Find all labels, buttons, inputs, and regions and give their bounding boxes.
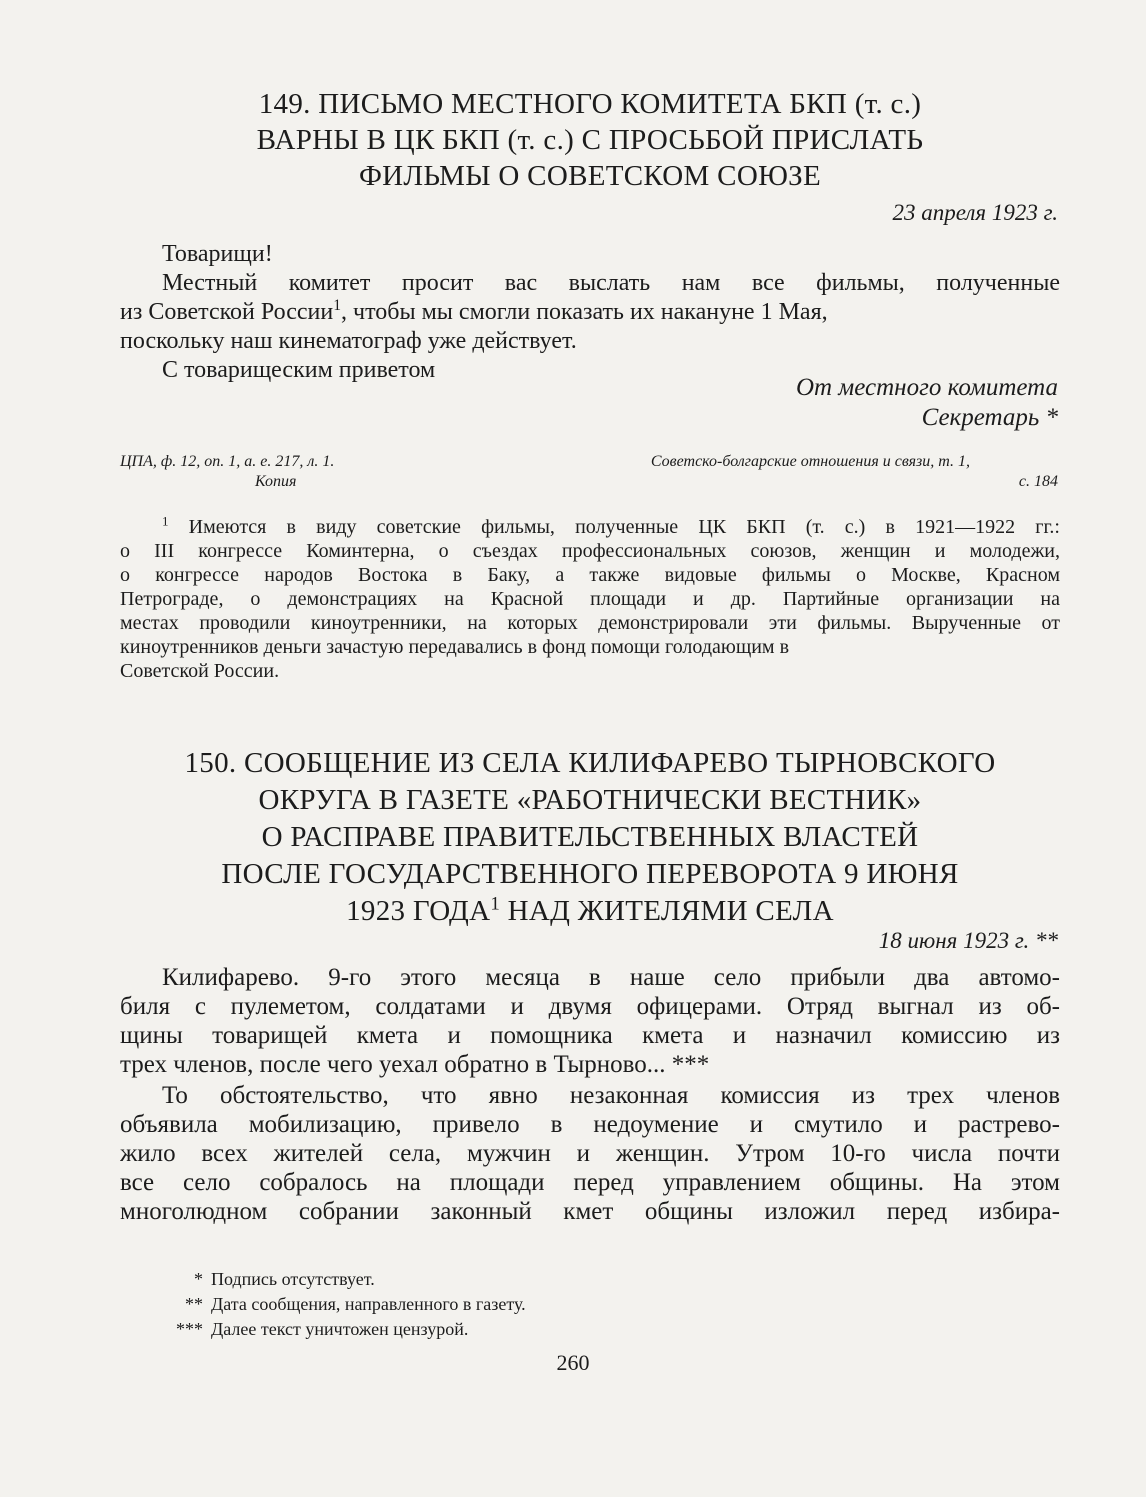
footnote-marker: 1 — [162, 515, 169, 529]
heading-line: ОКРУГА В ГАЗЕТЕ «РАБОТНИЧЕСКИ ВЕСТНИК» — [258, 784, 922, 816]
body-line: все село собралось на площади перед управлением общины. На этом — [120, 1168, 1060, 1196]
footnote-text: Дата сообщения, направленного в газету. — [211, 1294, 526, 1314]
doc150-heading — [120, 745, 1060, 930]
publication-source — [651, 452, 1058, 492]
doc149-body — [120, 240, 1060, 385]
signature — [796, 373, 1058, 433]
page-number: 260 — [556, 1350, 590, 1375]
footnote-mark: * — [194, 1269, 203, 1289]
note-line: о конгрессе народов Востока в Баку, а также видовые фильмы о Москве, Красном — [120, 564, 1060, 586]
signature-line: Секретарь * — [921, 404, 1058, 431]
note-line: $^1$ Имеются в виду советские фильмы, полученные ЦК БКП (т. с.) в 1921—1922 гг.: — [162, 515, 1060, 538]
heading-line: ПОСЛЕ ГОСУДАРСТВЕННОГО ПЕРЕВОРОТА 9 ИЮНЯ — [221, 858, 959, 890]
footnote — [165, 1267, 526, 1292]
heading-line: 149. ПИСЬМО МЕСТНОГО КОМИТЕТА БКП (т. с.) — [258, 88, 922, 120]
footnote-text: Далее текст уничтожен цензурой. — [211, 1319, 469, 1339]
footnote-mark: *** — [176, 1319, 203, 1339]
signature-line: От местного комитета — [795, 374, 1058, 401]
heading-line: ФИЛЬМЫ О СОВЕТСКОМ СОЮЗЕ — [358, 160, 822, 192]
source-line: Копия — [255, 473, 297, 490]
note-line: о III конгрессе Коминтерна, о съездах профессиональных союзов, женщин и молодежи, — [120, 540, 1060, 562]
doc149-endnote — [120, 515, 1060, 683]
body-line: объявила мобилизацию, привело в недоумение и смутило и растрево- — [120, 1110, 1060, 1138]
heading-line: О РАСПРАВЕ ПРАВИТЕЛЬСТВЕННЫХ ВЛАСТЕЙ — [261, 821, 919, 853]
footnote — [165, 1292, 526, 1317]
body-line: из Советской России$^1$, чтобы мы смогли показать их накануне 1 Мая, — [120, 297, 828, 325]
body-line: То обстоятельство, что явно незаконная комиссия из трех членов — [162, 1081, 1060, 1109]
page-footnotes — [165, 1267, 526, 1342]
body-line: жило всех жителей села, мужчин и женщин. Утром 10-го числа почти — [120, 1139, 1060, 1167]
body-line: многолюдном собрании законный кмет общины изложил перед избира- — [120, 1197, 1060, 1225]
heading-line: 1923 ГОДА$^1$ НАД ЖИТЕЛЯМИ СЕЛА — [346, 893, 834, 927]
source-line: с. 184 — [1018, 473, 1058, 490]
doc150-date: 18 июня 1923 г. ** — [878, 928, 1058, 953]
footnote-text: Подпись отсутствует. — [211, 1269, 375, 1289]
doc149-date: 23 апреля 1923 г. — [892, 200, 1058, 225]
body-line: Килифарево. 9-го этого месяца в наше село прибыли два автомо- — [162, 964, 1060, 991]
body-line: трех членов, после чего уехал обратно в Тырново... *** — [120, 1051, 710, 1078]
note-line: местах проводили киноутренники, на которых демонстрировали эти фильмы. Вырученные от киноутренников деньги зачастую передавались в фонд помощи голодающим в — [120, 612, 1060, 658]
source-line: Советско-болгарские отношения и связи, т. 1, — [650, 453, 971, 470]
heading-line: 150. СООБЩЕНИЕ ИЗ СЕЛА КИЛИФАРЕВО ТЫРНОВСКОГО — [184, 747, 996, 779]
footnote-mark: ** — [185, 1294, 203, 1314]
body-line: щины товарищей кмета и помощника кмета и назначил комиссию из — [120, 1022, 1060, 1049]
note-line: Советской России. — [120, 660, 280, 682]
doc149-heading — [120, 86, 1060, 194]
footnote-ref: 1 — [490, 893, 501, 915]
greeting: Товарищи! — [162, 241, 273, 267]
heading-line: ВАРНЫ В ЦК БКП (т. с.) С ПРОСЬБОЙ ПРИСЛАТЬ — [256, 124, 924, 156]
footnote-ref: 1 — [333, 297, 342, 314]
body-line: поскольку наш кинематограф уже действует. — [120, 328, 577, 354]
body-line: биля с пулеметом, солдатами и двумя офицерами. Отряд выгнал из об- — [120, 993, 1060, 1020]
note-line: Петрограде, о демонстрациях на Красной площади и др. Партийные организации на — [120, 588, 1060, 610]
closing: С товарищеским приветом — [162, 357, 436, 383]
body-line: Местный комитет просит вас выслать нам все фильмы, полученные — [162, 270, 1060, 296]
source-line: ЦПА, ф. 12, оп. 1, а. е. 217, л. 1. — [120, 453, 335, 470]
archive-source — [120, 452, 334, 492]
doc150-body — [120, 963, 1060, 1226]
footnote — [165, 1317, 526, 1342]
